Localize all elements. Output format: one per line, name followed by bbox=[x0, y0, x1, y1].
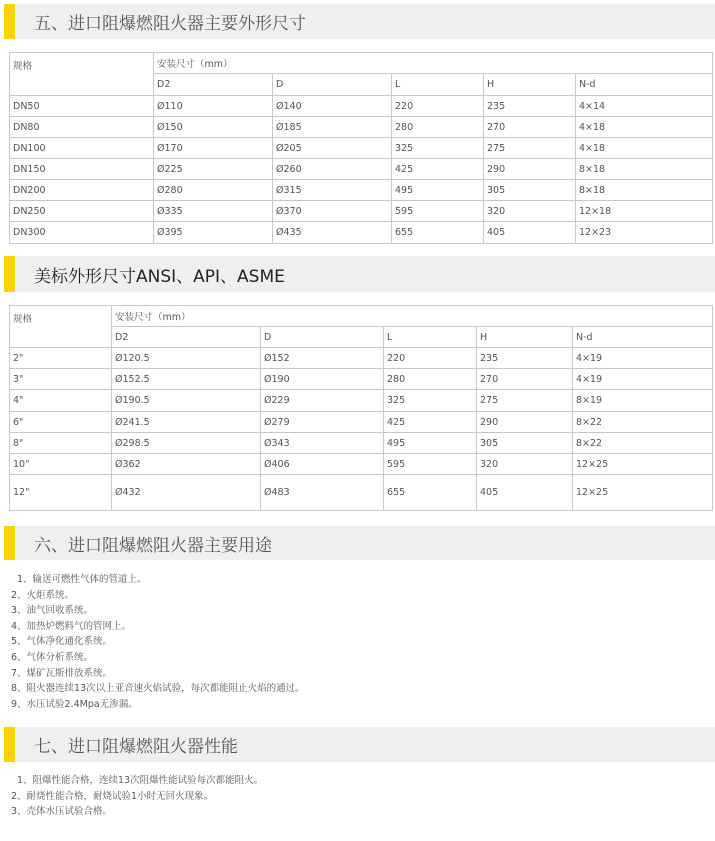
table-cell: DN200 bbox=[10, 180, 154, 201]
table-row bbox=[10, 348, 713, 369]
list-item: 8、阻火器连续13次以上亚音速火焰试验，每次都能阻止火焰的通过。 bbox=[11, 683, 305, 695]
table-cell: 10" bbox=[10, 454, 112, 475]
table-cell: Ø298.5 bbox=[112, 433, 261, 454]
table-cell: 4×14 bbox=[576, 96, 713, 117]
table-cell: Ø110 bbox=[154, 96, 273, 117]
table-cell: Ø279 bbox=[261, 412, 384, 433]
table-cell: 4×18 bbox=[576, 138, 713, 159]
table-cell: DN250 bbox=[10, 201, 154, 222]
table-cell: Ø190 bbox=[261, 369, 384, 390]
accent-bar bbox=[4, 4, 15, 39]
table-cell: Ø370 bbox=[273, 201, 392, 222]
table-cell: 275 bbox=[477, 390, 573, 412]
list-item: 3、壳体水压试验合格。 bbox=[11, 806, 113, 818]
section-us-header bbox=[4, 256, 715, 292]
table-cell: 235 bbox=[484, 96, 576, 117]
column-header: N-d bbox=[573, 327, 713, 348]
table-cell: Ø432 bbox=[112, 475, 261, 511]
dimension-table-dn bbox=[9, 52, 713, 244]
table-cell: 4×19 bbox=[573, 348, 713, 369]
list-item: 5、气体净化通化系统。 bbox=[11, 636, 113, 648]
section-5-title: 五、进口阻爆燃阻火器主要外形尺寸 bbox=[34, 14, 306, 34]
dimension-header: 安装尺寸（mm） bbox=[154, 53, 713, 74]
table-cell: Ø205 bbox=[273, 138, 392, 159]
table-cell: 2" bbox=[10, 348, 112, 369]
table-cell: 220 bbox=[392, 96, 484, 117]
table-cell: Ø140 bbox=[273, 96, 392, 117]
table-cell: 290 bbox=[477, 412, 573, 433]
section-7-title: 七、进口阻爆燃阻火器性能 bbox=[34, 737, 238, 757]
table-cell: Ø260 bbox=[273, 159, 392, 180]
table-row bbox=[10, 369, 713, 390]
table-cell: DN150 bbox=[10, 159, 154, 180]
table-cell: DN100 bbox=[10, 138, 154, 159]
table-cell: 495 bbox=[392, 180, 484, 201]
spec-header: 规格 bbox=[10, 53, 154, 96]
table-row bbox=[10, 454, 713, 475]
table-cell: 270 bbox=[484, 117, 576, 138]
table-cell: 220 bbox=[384, 348, 477, 369]
table-cell: Ø120.5 bbox=[112, 348, 261, 369]
section-6-header bbox=[4, 526, 715, 560]
table-row bbox=[10, 390, 713, 412]
table-cell: Ø150 bbox=[154, 117, 273, 138]
column-header: N-d bbox=[576, 74, 713, 96]
table-cell: 8×18 bbox=[576, 180, 713, 201]
table-row bbox=[10, 180, 713, 201]
accent-bar bbox=[4, 526, 15, 560]
table-cell: Ø152 bbox=[261, 348, 384, 369]
table-cell: 425 bbox=[392, 159, 484, 180]
table-cell: 12×25 bbox=[573, 475, 713, 511]
table-cell: Ø406 bbox=[261, 454, 384, 475]
table-row bbox=[10, 96, 713, 117]
column-header: H bbox=[477, 327, 573, 348]
table-cell: 8×22 bbox=[573, 412, 713, 433]
table-cell: 275 bbox=[484, 138, 576, 159]
table-cell: DN50 bbox=[10, 96, 154, 117]
table-cell: 290 bbox=[484, 159, 576, 180]
table-cell: 8×22 bbox=[573, 433, 713, 454]
table-row bbox=[10, 433, 713, 454]
table-cell: Ø435 bbox=[273, 222, 392, 244]
list-item: 2、耐烧性能合格，耐烧试验1小时无回火现象。 bbox=[11, 790, 214, 802]
table-cell: 305 bbox=[477, 433, 573, 454]
table-cell: DN300 bbox=[10, 222, 154, 244]
table-cell: Ø241.5 bbox=[112, 412, 261, 433]
table-row bbox=[10, 475, 713, 511]
table-cell: 280 bbox=[392, 117, 484, 138]
accent-bar bbox=[4, 727, 15, 762]
table-cell: 4" bbox=[10, 390, 112, 412]
usage-list bbox=[11, 572, 305, 712]
list-item: 1、阻爆性能合格，连续13次阻爆性能试验每次都能阻火。 bbox=[17, 775, 264, 786]
table-row bbox=[10, 159, 713, 180]
table-cell: 655 bbox=[392, 222, 484, 244]
table-cell: 305 bbox=[484, 180, 576, 201]
dimension-header: 安装尺寸（mm） bbox=[112, 306, 713, 327]
table-cell: Ø229 bbox=[261, 390, 384, 412]
table-cell: Ø343 bbox=[261, 433, 384, 454]
table-cell: Ø170 bbox=[154, 138, 273, 159]
column-header: L bbox=[384, 327, 477, 348]
list-item: 2、火炬系统。 bbox=[11, 589, 75, 601]
table-cell: 8×19 bbox=[573, 390, 713, 412]
table-row bbox=[10, 201, 713, 222]
list-item: 7、煤矿瓦斯排放系统。 bbox=[11, 667, 113, 679]
table-cell: 655 bbox=[384, 475, 477, 511]
table-cell: Ø483 bbox=[261, 475, 384, 511]
table-cell: Ø225 bbox=[154, 159, 273, 180]
table-cell: 325 bbox=[392, 138, 484, 159]
section-5-header bbox=[4, 4, 715, 39]
column-header: D2 bbox=[112, 327, 261, 348]
table-cell: 270 bbox=[477, 369, 573, 390]
list-item: 9、水压试验2.4Mpa无渗漏。 bbox=[11, 698, 138, 710]
column-header: D bbox=[273, 74, 392, 96]
section-us-title: 美标外形尺寸ANSI、API、ASME bbox=[34, 266, 285, 287]
column-header: L bbox=[392, 74, 484, 96]
table-cell: 595 bbox=[392, 201, 484, 222]
table-cell: Ø190.5 bbox=[112, 390, 261, 412]
table-cell: 495 bbox=[384, 433, 477, 454]
table-cell: 320 bbox=[477, 454, 573, 475]
table-row bbox=[10, 222, 713, 244]
table-cell: 4×19 bbox=[573, 369, 713, 390]
table-cell: DN80 bbox=[10, 117, 154, 138]
table-cell: Ø362 bbox=[112, 454, 261, 475]
table-cell: 8×18 bbox=[576, 159, 713, 180]
table-row bbox=[10, 412, 713, 433]
section-6-title: 六、进口阻爆燃阻火器主要用途 bbox=[34, 535, 272, 556]
table-cell: 280 bbox=[384, 369, 477, 390]
table-cell: 3" bbox=[10, 369, 112, 390]
accent-bar bbox=[4, 256, 15, 292]
section-7-header bbox=[4, 727, 715, 762]
column-header: D bbox=[261, 327, 384, 348]
list-item: 3、油气回收系统。 bbox=[11, 605, 94, 617]
table-cell: 405 bbox=[477, 475, 573, 511]
table-cell: 8" bbox=[10, 433, 112, 454]
table-cell: 425 bbox=[384, 412, 477, 433]
table-cell: Ø395 bbox=[154, 222, 273, 244]
table-cell: 325 bbox=[384, 390, 477, 412]
table-cell: 235 bbox=[477, 348, 573, 369]
table-cell: 12×23 bbox=[576, 222, 713, 244]
table-cell: Ø280 bbox=[154, 180, 273, 201]
table-cell: 6" bbox=[10, 412, 112, 433]
table-cell: Ø185 bbox=[273, 117, 392, 138]
list-item: 6、气体分析系统。 bbox=[11, 651, 94, 663]
table-cell: 4×18 bbox=[576, 117, 713, 138]
table-cell: 12×18 bbox=[576, 201, 713, 222]
table-cell: 405 bbox=[484, 222, 576, 244]
table-cell: Ø152.5 bbox=[112, 369, 261, 390]
table-cell: Ø315 bbox=[273, 180, 392, 201]
column-header: H bbox=[484, 74, 576, 96]
table-cell: 12" bbox=[10, 475, 112, 511]
spec-header: 规格 bbox=[10, 306, 112, 348]
table-cell: 12×25 bbox=[573, 454, 713, 475]
dimension-table-us bbox=[9, 305, 713, 511]
list-item: 1、输送可燃性气体的管道上。 bbox=[17, 574, 147, 585]
list-item: 4、加热炉燃料气的管网上。 bbox=[11, 620, 132, 632]
table-cell: 320 bbox=[484, 201, 576, 222]
table-row bbox=[10, 117, 713, 138]
performance-list bbox=[11, 773, 263, 820]
column-header: D2 bbox=[154, 74, 273, 96]
table-row bbox=[10, 138, 713, 159]
table-cell: Ø335 bbox=[154, 201, 273, 222]
table-cell: 595 bbox=[384, 454, 477, 475]
